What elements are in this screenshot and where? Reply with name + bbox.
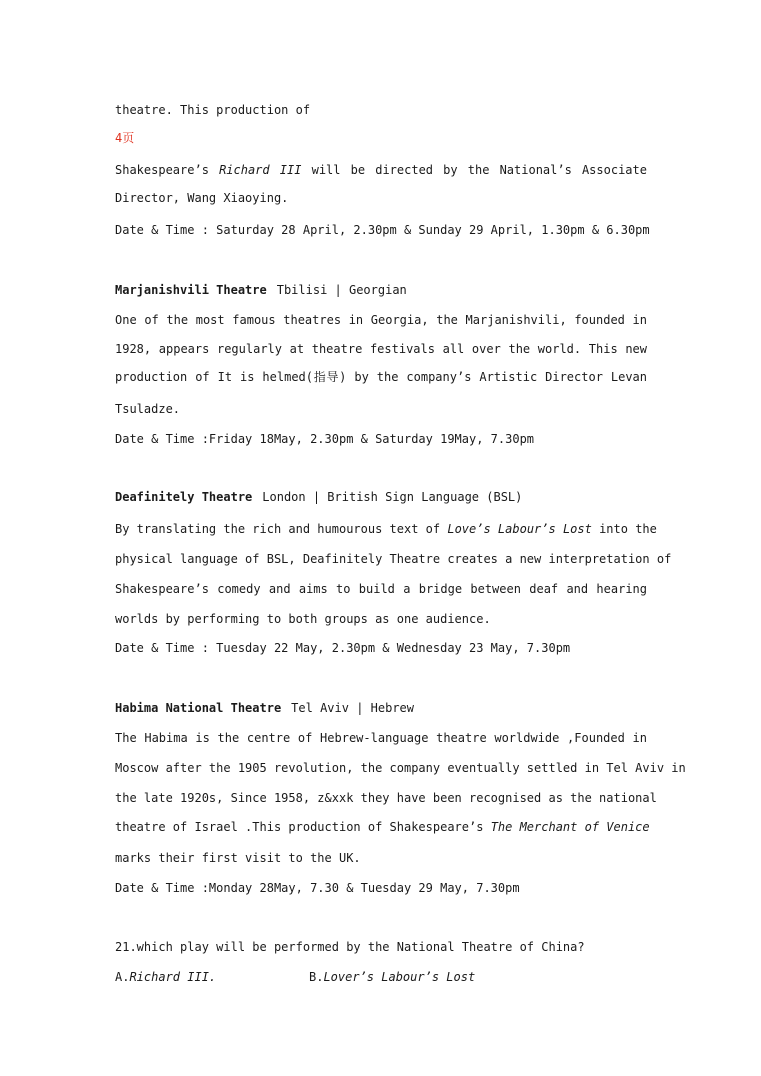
marjanishvili-line-4: Tsuladze. bbox=[115, 402, 181, 416]
national-line-1 bbox=[115, 162, 647, 178]
option-a-text: Richard III. bbox=[129, 970, 217, 984]
habima-line-3: the late 1920s, Since 1958, z&xxk they have been recognised as the national bbox=[115, 791, 657, 805]
marjanishvili-line-2: 1928, appears regularly at theatre festivals all over the world. This new bbox=[115, 342, 647, 356]
deafinitely-line-3: Shakespeare’s comedy and aims to build a bridge between deaf and hearing bbox=[115, 582, 647, 596]
habima-line-4a: theatre of Israel .This production of Shakespeare’s bbox=[115, 820, 491, 834]
option-a bbox=[115, 969, 315, 985]
marjanishvili-line-3: production of It is helmed(指导) by the company’s Artistic Director Levan bbox=[115, 370, 647, 384]
marjanishvili-heading bbox=[115, 282, 647, 298]
option-b-label: B. bbox=[309, 970, 324, 984]
deafinitely-line-1b: into the bbox=[591, 522, 657, 536]
habima-line-4 bbox=[115, 819, 650, 835]
page-marker: 4页 bbox=[115, 131, 135, 145]
theatre-location-deafinitely: London | British Sign Language (BSL) bbox=[262, 490, 523, 504]
option-a-label: A. bbox=[115, 970, 130, 984]
habima-line-5: marks their first visit to the UK. bbox=[115, 851, 361, 865]
question-stem: 21.which play will be performed by the National Theatre of China? bbox=[115, 940, 585, 954]
play-title-loves-labours-lost: Love’s Labour’s Lost bbox=[447, 522, 592, 536]
habima-line-2: Moscow after the 1905 revolution, the company eventually settled in Tel Aviv in bbox=[115, 761, 686, 775]
deafinitely-line-4: worlds by performing to both groups as one audience. bbox=[115, 612, 491, 626]
theatre-name-deafinitely: Deafinitely Theatre bbox=[115, 490, 253, 504]
habima-date: Date & Time :Monday 28May, 7.30 & Tuesday 29 May, 7.30pm bbox=[115, 881, 520, 895]
theatre-name-habima: Habima National Theatre bbox=[115, 701, 282, 715]
habima-line-1: The Habima is the centre of Hebrew-language theatre worldwide ,Founded in bbox=[115, 731, 647, 745]
national-line-2: Director, Wang Xiaoying. bbox=[115, 191, 289, 205]
deafinitely-line-1 bbox=[115, 521, 657, 537]
marjanishvili-line-1: One of the most famous theatres in Georgia, the Marjanishvili, founded in bbox=[115, 313, 647, 327]
option-b bbox=[309, 969, 569, 985]
play-title-richard-iii: Richard III bbox=[219, 163, 302, 177]
national-line-1a: Shakespeare’s bbox=[115, 163, 220, 177]
deafinitely-date: Date & Time : Tuesday 22 May, 2.30pm & Wednesday 23 May, 7.30pm bbox=[115, 641, 571, 655]
continuation-text: theatre. This production of bbox=[115, 103, 311, 117]
deafinitely-line-2: physical language of BSL, Deafinitely Theatre creates a new interpretation of bbox=[115, 552, 672, 566]
option-b-text: Lover’s Labour’s Lost bbox=[323, 970, 476, 984]
theatre-location-marjanishvili: Tbilisi | Georgian bbox=[276, 283, 407, 297]
national-date: Date & Time : Saturday 28 April, 2.30pm & Sunday 29 April, 1.30pm & 6.30pm bbox=[115, 223, 650, 237]
play-title-merchant-of-venice: The Merchant of Venice bbox=[490, 820, 650, 834]
national-line-1b: will be directed by the National’s Associate bbox=[301, 163, 647, 177]
habima-heading bbox=[115, 700, 647, 716]
marjanishvili-date: Date & Time :Friday 18May, 2.30pm & Saturday 19May, 7.30pm bbox=[115, 432, 535, 446]
deafinitely-heading bbox=[115, 489, 647, 505]
theatre-name-marjanishvili: Marjanishvili Theatre bbox=[115, 283, 267, 297]
theatre-location-habima: Tel Aviv | Hebrew bbox=[291, 701, 414, 715]
deafinitely-line-1a: By translating the rich and humourous text of bbox=[115, 522, 448, 536]
